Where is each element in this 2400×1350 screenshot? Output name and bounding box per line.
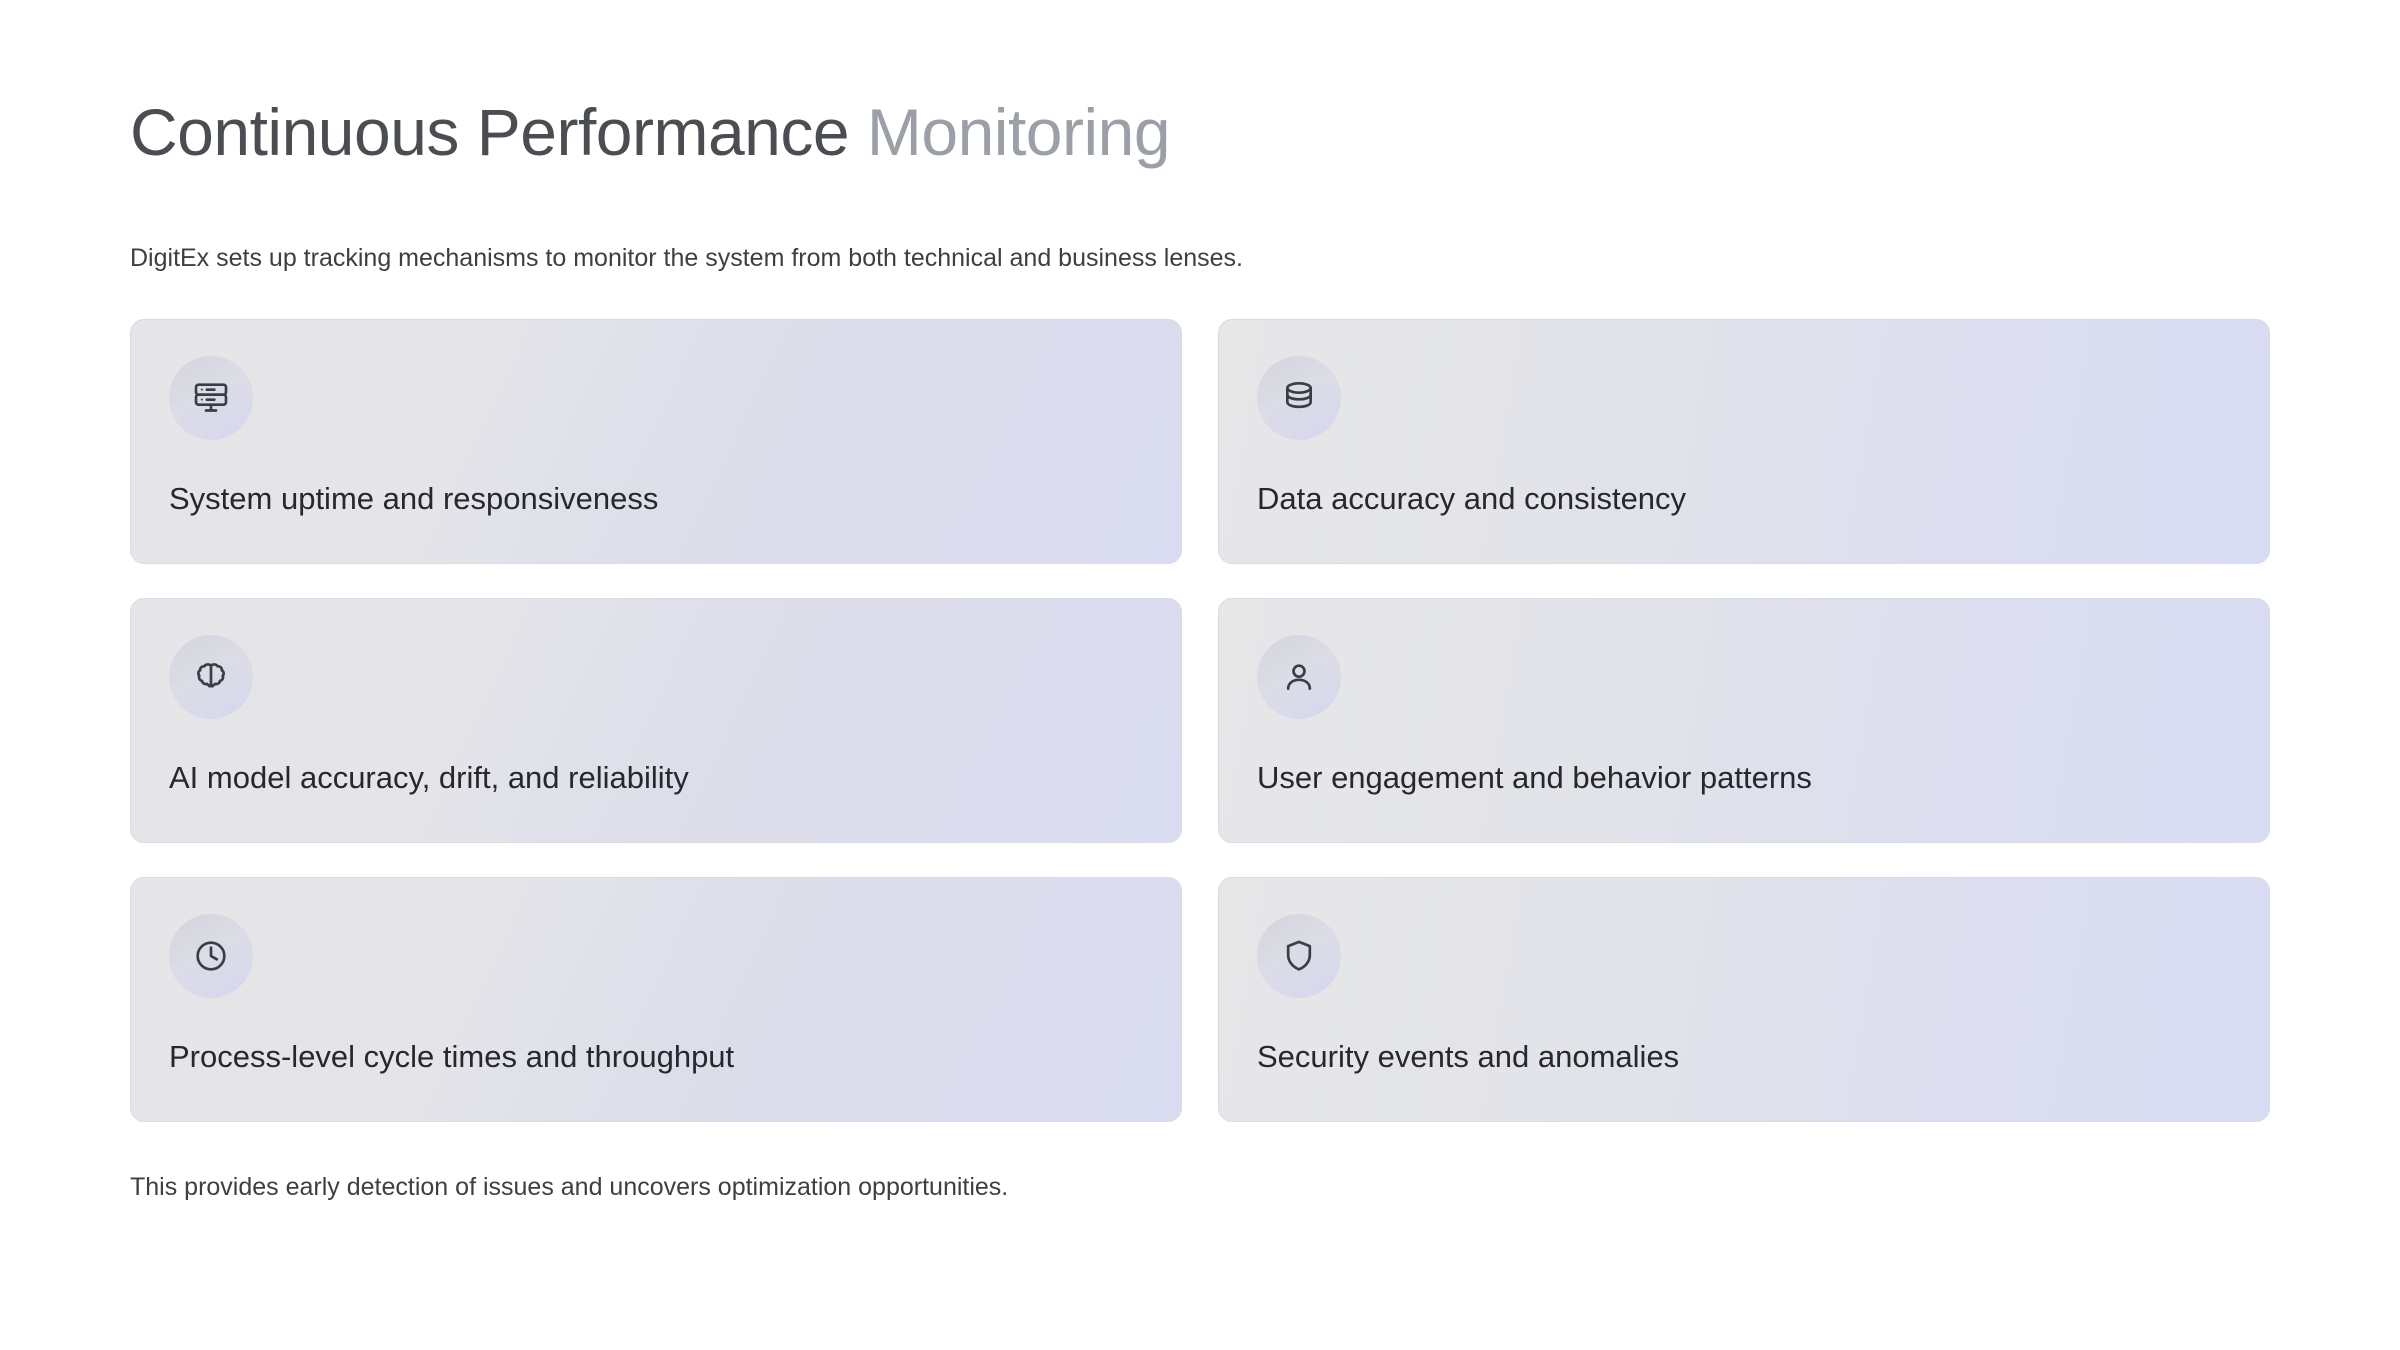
brain-icon <box>169 635 253 719</box>
card-label: Security events and anomalies <box>1257 1038 1680 1074</box>
card-cycle-times[interactable] <box>130 877 1182 1122</box>
card-system-uptime[interactable] <box>130 319 1182 564</box>
intro-text: DigitEx sets up tracking mechanisms to monitor the system from both technical and business lenses. <box>130 243 1244 272</box>
card-label: AI model accuracy, drift, and reliability <box>169 759 689 795</box>
card-data-accuracy[interactable] <box>1218 319 2270 564</box>
database-icon <box>1257 356 1341 440</box>
page-title-secondary: Monitoring <box>866 95 1171 169</box>
card-label: Process-level cycle times and throughput <box>169 1038 735 1074</box>
server-monitor-icon <box>169 356 253 440</box>
card-ai-model-accuracy[interactable] <box>130 598 1182 843</box>
clock-icon <box>169 914 253 998</box>
user-icon <box>1257 635 1341 719</box>
page-title <box>130 95 2270 171</box>
card-label: System uptime and responsiveness <box>169 480 659 516</box>
shield-icon <box>1257 914 1341 998</box>
card-label: Data accuracy and consistency <box>1257 480 1687 516</box>
card-label: User engagement and behavior patterns <box>1257 759 1812 795</box>
card-user-engagement[interactable] <box>1218 598 2270 843</box>
page-title-primary: Continuous Performance <box>130 95 850 169</box>
card-security-events[interactable] <box>1218 877 2270 1122</box>
footnote-text: This provides early detection of issues and uncovers optimization opportunities. <box>130 1172 1009 1201</box>
cards-grid <box>130 319 2270 1122</box>
